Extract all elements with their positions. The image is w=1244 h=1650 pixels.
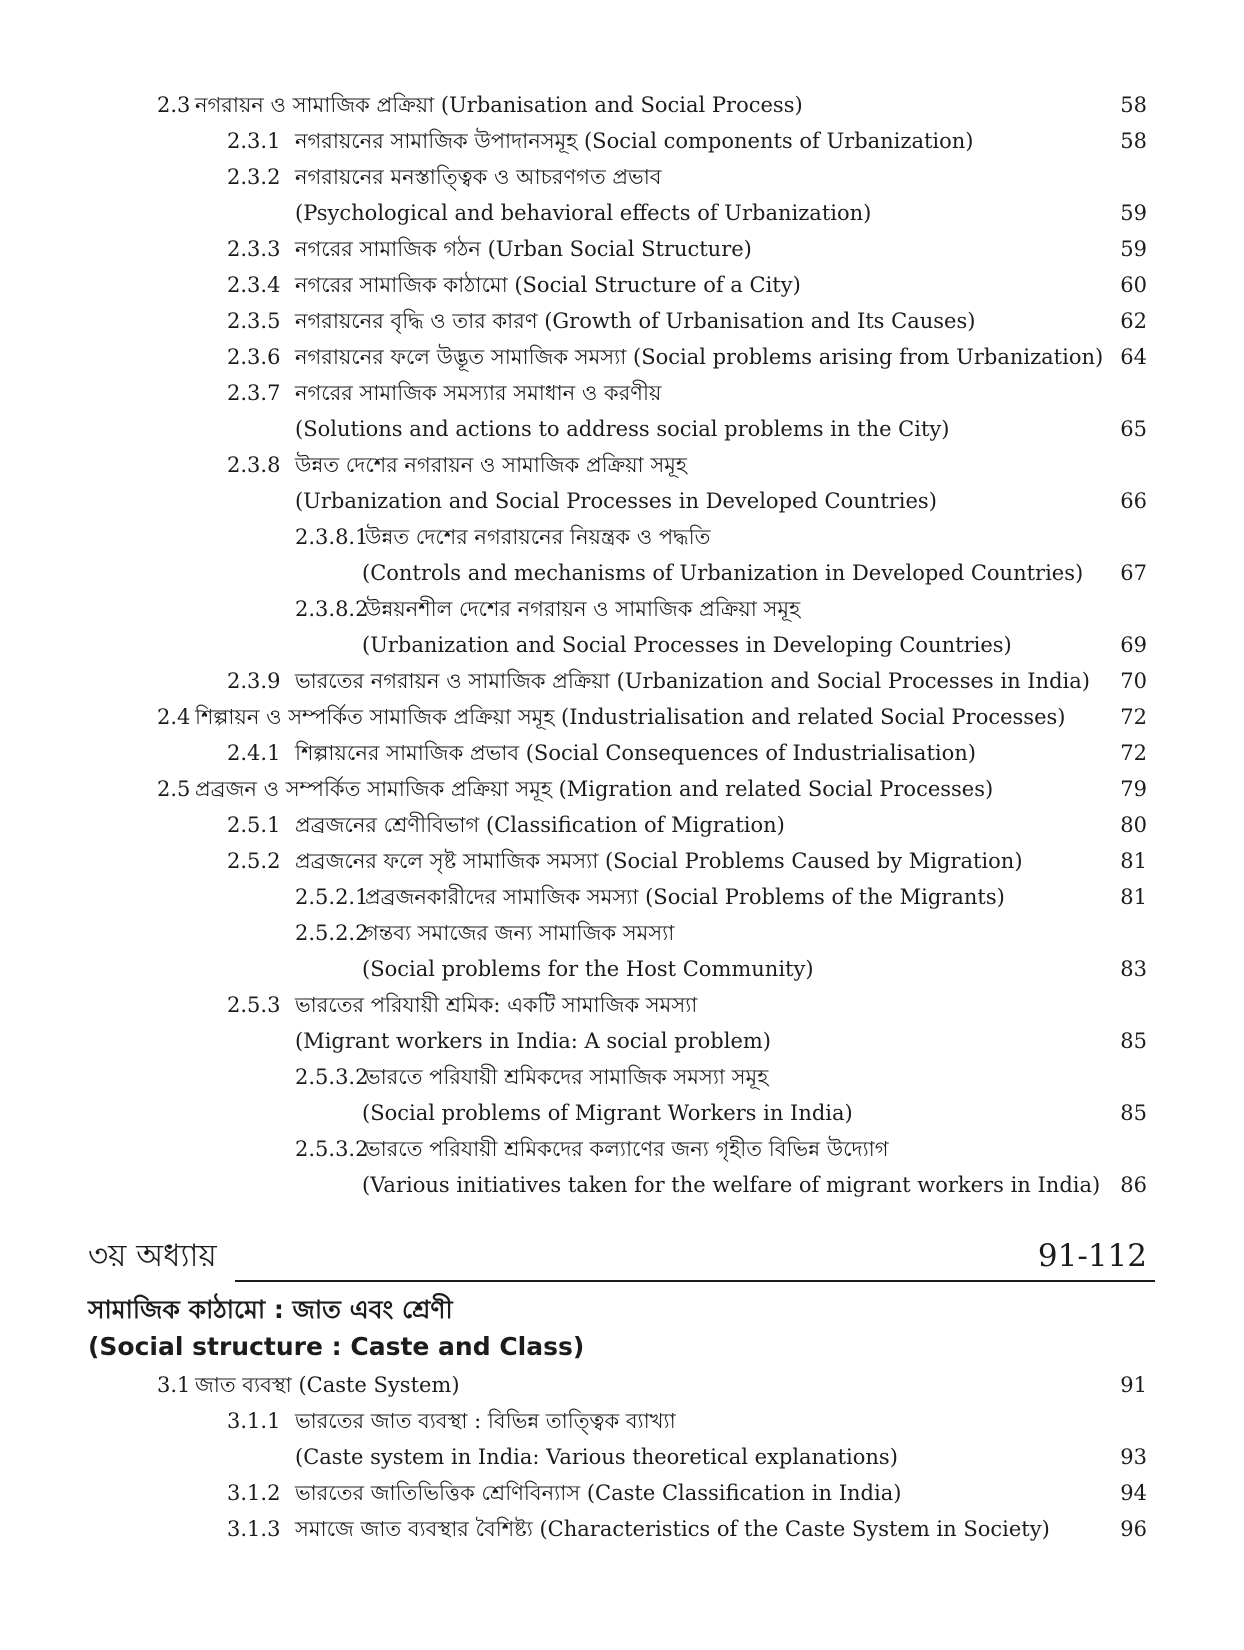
- toc-entry-page-number: 94: [1120, 1481, 1147, 1505]
- toc-entry[interactable]: [0, 195, 1244, 231]
- toc-entry-number: 3.1: [157, 1373, 191, 1397]
- toc-entry-title: প্রব্রজনের শ্রেণীবিভাগ (Classification of Migration): [295, 813, 785, 837]
- toc-entry[interactable]: [0, 339, 1244, 375]
- toc-entry[interactable]: [0, 1367, 1244, 1403]
- toc-entry-page-number: 96: [1120, 1517, 1147, 1541]
- toc-entry[interactable]: [0, 951, 1244, 987]
- toc-entry-number: 2.3.9: [227, 669, 281, 693]
- toc-entry[interactable]: [0, 159, 1244, 195]
- toc-entry-page-number: 93: [1120, 1445, 1147, 1469]
- toc-entry-number: 2.5: [157, 777, 191, 801]
- toc-entry[interactable]: [0, 879, 1244, 915]
- toc-entry-number: 2.5.1: [227, 813, 281, 837]
- toc-entry-title: শিল্পায়ন ও সম্পর্কিত সামাজিক প্রক্রিয়া সমূহ (Industrialisation and related Social Processes): [195, 705, 1066, 729]
- toc-entry-page-number: 67: [1120, 561, 1147, 585]
- toc-entry-page-number: 58: [1120, 93, 1147, 117]
- toc-entry-number: 2.3.8.2: [295, 597, 369, 621]
- toc-entry-title: (Social problems for the Host Community): [362, 957, 814, 981]
- toc-entry-page-number: 59: [1120, 237, 1147, 261]
- toc-entry-title: উন্নত দেশের নগরায়নের নিয়ন্ত্রক ও পদ্ধতি: [365, 525, 711, 549]
- toc-entry[interactable]: [0, 555, 1244, 591]
- toc-entry-number: 2.3.4: [227, 273, 281, 297]
- toc-entry-number: 2.4.1: [227, 741, 281, 765]
- toc-entry-title: প্রব্রজনকারীদের সামাজিক সমস্যা (Social Problems of the Migrants): [365, 885, 1005, 909]
- toc-entry-page-number: 72: [1120, 705, 1147, 729]
- toc-entry-title: (Urbanization and Social Processes in Developed Countries): [295, 489, 937, 513]
- toc-entry[interactable]: [0, 231, 1244, 267]
- toc-entry-page-number: 58: [1120, 129, 1147, 153]
- toc-entry-number: 3.1.2: [227, 1481, 281, 1505]
- toc-entry-page-number: 60: [1120, 273, 1147, 297]
- chapter-title-bengali: সামাজিক কাঠামো : জাত এবং শ্রেণী: [88, 1295, 453, 1324]
- chapter-page-range: 91-112: [1037, 1238, 1147, 1274]
- toc-entry-title: গন্তব্য সমাজের জন্য সামাজিক সমস্যা: [365, 921, 675, 945]
- toc-entry-number: 2.5.3.2: [295, 1137, 369, 1161]
- toc-entry[interactable]: [0, 1167, 1244, 1203]
- toc-entry[interactable]: [0, 267, 1244, 303]
- toc-entry-number: 2.3.2: [227, 165, 281, 189]
- toc-entry-page-number: 85: [1120, 1101, 1147, 1125]
- toc-entry[interactable]: [0, 483, 1244, 519]
- toc-entry-title: (Solutions and actions to address social problems in the City): [295, 417, 950, 441]
- toc-entry-page-number: 66: [1120, 489, 1147, 513]
- toc-entry-title: প্রব্রজন ও সম্পর্কিত সামাজিক প্রক্রিয়া সমূহ (Migration and related Social Processes): [195, 777, 994, 801]
- toc-entry-page-number: 80: [1120, 813, 1147, 837]
- toc-entry-number: 2.3.8: [227, 453, 281, 477]
- toc-entry[interactable]: [0, 735, 1244, 771]
- toc-entry-title: (Controls and mechanisms of Urbanization in Developed Countries): [362, 561, 1084, 585]
- toc-entry-title: ভারতের জাত ব্যবস্থা : বিভিন্ন তাত্ত্বিক ব্যাখ্যা: [295, 1409, 676, 1433]
- toc-entry-title: নগরায়নের মনস্তাত্ত্বিক ও আচরণগত প্রভাব: [295, 165, 662, 189]
- toc-entry-title: নগরায়নের বৃদ্ধি ও তার কারণ (Growth of Urbanisation and Its Causes): [295, 309, 976, 333]
- toc-entry-page-number: 81: [1120, 849, 1147, 873]
- toc-entry-title: জাত ব্যবস্থা (Caste System): [195, 1373, 460, 1397]
- toc-entry-number: 2.5.3: [227, 993, 281, 1017]
- toc-entry-number: 2.3.1: [227, 129, 281, 153]
- toc-entry[interactable]: [0, 1439, 1244, 1475]
- toc-entry-page-number: 79: [1120, 777, 1147, 801]
- toc-entry[interactable]: [0, 1403, 1244, 1439]
- toc-entry[interactable]: [0, 123, 1244, 159]
- toc-entry-page-number: 85: [1120, 1029, 1147, 1053]
- toc-entry[interactable]: [0, 303, 1244, 339]
- chapter-title-english: (Social structure : Caste and Class): [88, 1332, 585, 1361]
- toc-entry-title: নগরের সামাজিক গঠন (Urban Social Structure): [295, 237, 752, 261]
- toc-entry-title: নগরায়ন ও সামাজিক প্রক্রিয়া (Urbanisation and Social Process): [195, 93, 803, 117]
- toc-entry-page-number: 83: [1120, 957, 1147, 981]
- toc-entry[interactable]: [0, 915, 1244, 951]
- toc-entry-number: 2.4: [157, 705, 191, 729]
- toc-entry[interactable]: [0, 1131, 1244, 1167]
- toc-entry[interactable]: [0, 447, 1244, 483]
- toc-entry[interactable]: [0, 843, 1244, 879]
- toc-entry-page-number: 59: [1120, 201, 1147, 225]
- toc-entry-page-number: 65: [1120, 417, 1147, 441]
- toc-entry-title: (Psychological and behavioral effects of Urbanization): [295, 201, 872, 225]
- toc-entry[interactable]: [0, 627, 1244, 663]
- toc-entry-title: ভারতের পরিযায়ী শ্রমিক: একটি সামাজিক সমস্যা: [295, 993, 698, 1017]
- toc-entry[interactable]: [0, 1511, 1244, 1547]
- toc-entry-number: 2.5.2: [227, 849, 281, 873]
- toc-entry[interactable]: [0, 591, 1244, 627]
- toc-entry[interactable]: [0, 1095, 1244, 1131]
- toc-entry-page-number: 91: [1120, 1373, 1147, 1397]
- toc-entry[interactable]: [0, 87, 1244, 123]
- toc-entry-title: (Migrant workers in India: A social problem): [295, 1029, 771, 1053]
- toc-entry-page-number: 81: [1120, 885, 1147, 909]
- toc-entry[interactable]: [0, 807, 1244, 843]
- toc-entry-number: 2.3.8.1: [295, 525, 369, 549]
- toc-entry-title: ভারতে পরিযায়ী শ্রমিকদের কল্যাণের জন্য গৃহীত বিভিন্ন উদ্যোগ: [365, 1137, 889, 1161]
- toc-entry-title: (Urbanization and Social Processes in Developing Countries): [362, 633, 1012, 657]
- toc-entry-number: 2.3.3: [227, 237, 281, 261]
- toc-entry[interactable]: [0, 375, 1244, 411]
- toc-entry[interactable]: [0, 1475, 1244, 1511]
- toc-entry-title: (Social problems of Migrant Workers in India): [362, 1101, 853, 1125]
- toc-entry-page-number: 72: [1120, 741, 1147, 765]
- toc-entry-title: শিল্পায়নের সামাজিক প্রভাব (Social Consequences of Industrialisation): [295, 741, 976, 765]
- toc-entry-title: (Caste system in India: Various theoretical explanations): [295, 1445, 898, 1469]
- toc-entry[interactable]: [0, 663, 1244, 699]
- toc-entry[interactable]: [0, 1023, 1244, 1059]
- toc-entry-title: নগরের সামাজিক কাঠামো (Social Structure of a City): [295, 273, 801, 297]
- chapter-divider: [235, 1280, 1155, 1282]
- toc-entry-page-number: 86: [1120, 1173, 1147, 1197]
- toc-entry[interactable]: [0, 519, 1244, 555]
- toc-entry-title: সমাজে জাত ব্যবস্থার বৈশিষ্ট্য (Characteristics of the Caste System in Society): [295, 1517, 1050, 1541]
- toc-entry-number: 2.3.5: [227, 309, 281, 333]
- toc-entry-title: নগরায়নের ফলে উদ্ভূত সামাজিক সমস্যা (Social problems arising from Urbanization): [295, 345, 1104, 369]
- toc-entry-title: উন্নয়নশীল দেশের নগরায়ন ও সামাজিক প্রক্রিয়া সমূহ: [365, 597, 801, 621]
- toc-entry-number: 2.5.3.2: [295, 1065, 369, 1089]
- toc-entry-number: 2.3.6: [227, 345, 281, 369]
- toc-entry-title: নগরের সামাজিক সমস্যার সমাধান ও করণীয়: [295, 381, 662, 405]
- toc-entry-number: 2.3: [157, 93, 191, 117]
- toc-entry-title: (Various initiatives taken for the welfare of migrant workers in India): [362, 1173, 1101, 1197]
- toc-entry-title: ভারতের জাতিভিত্তিক শ্রেণিবিন্যাস (Caste Classification in India): [295, 1481, 902, 1505]
- toc-entry-number: 2.3.7: [227, 381, 281, 405]
- toc-entry-number: 2.5.2.1: [295, 885, 369, 909]
- toc-entry-page-number: 64: [1120, 345, 1147, 369]
- chapter-heading: ৩য় অধ্যায়: [88, 1238, 217, 1274]
- toc-entry-title: ভারতে পরিযায়ী শ্রমিকদের সামাজিক সমস্যা সমূহ: [365, 1065, 769, 1089]
- toc-entry-number: 3.1.3: [227, 1517, 281, 1541]
- toc-entry-title: নগরায়নের সামাজিক উপাদানসমূহ (Social components of Urbanization): [295, 129, 974, 153]
- toc-entry-number: 3.1.1: [227, 1409, 281, 1433]
- toc-entry[interactable]: [0, 771, 1244, 807]
- toc-entry-page-number: 70: [1120, 669, 1147, 693]
- toc-entry-title: ভারতের নগরায়ন ও সামাজিক প্রক্রিয়া (Urbanization and Social Processes in India): [295, 669, 1090, 693]
- toc-entry-number: 2.5.2.2: [295, 921, 369, 945]
- toc-entry-page-number: 69: [1120, 633, 1147, 657]
- toc-entry[interactable]: [0, 699, 1244, 735]
- toc-entry[interactable]: [0, 411, 1244, 447]
- toc-entry-title: প্রব্রজনের ফলে সৃষ্ট সামাজিক সমস্যা (Social Problems Caused by Migration): [295, 849, 1023, 873]
- toc-entry[interactable]: [0, 1059, 1244, 1095]
- toc-entry-title: উন্নত দেশের নগরায়ন ও সামাজিক প্রক্রিয়া সমূহ: [295, 453, 687, 477]
- toc-entry[interactable]: [0, 987, 1244, 1023]
- toc-entry-page-number: 62: [1120, 309, 1147, 333]
